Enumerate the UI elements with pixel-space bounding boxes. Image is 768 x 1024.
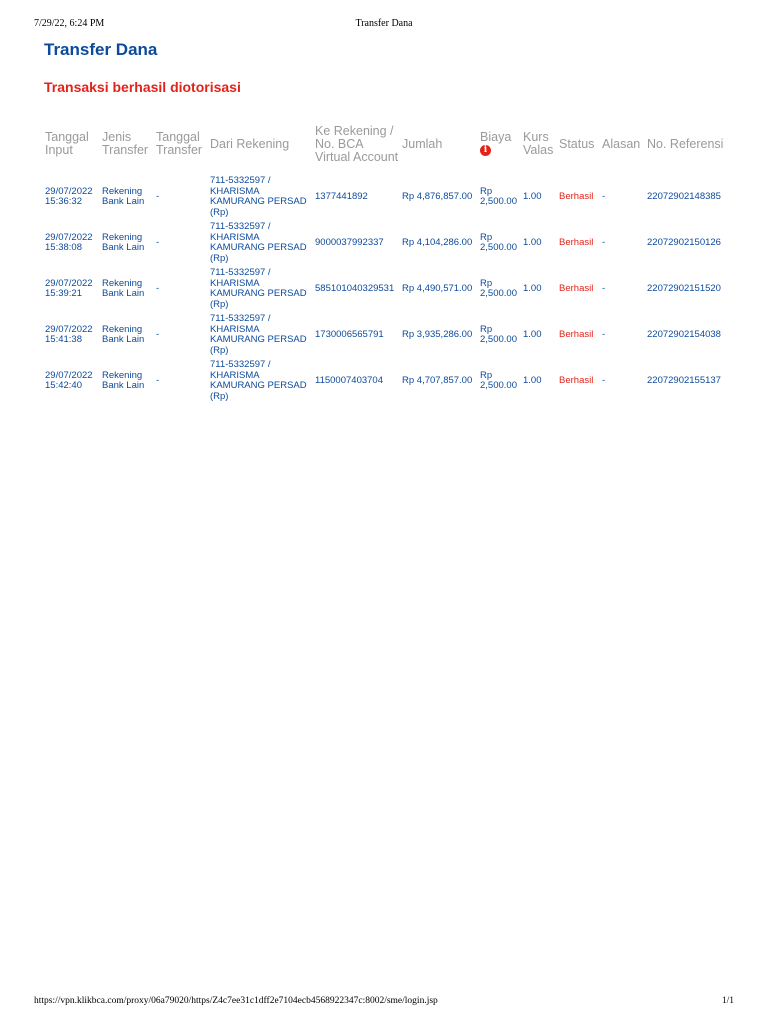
cell-status: Berhasil: [559, 236, 594, 248]
header-alasan: Alasan: [602, 136, 641, 151]
header-biaya: [479, 114, 522, 174]
cell-ke-rekening: 9000037992337: [315, 236, 384, 248]
cell-biaya: Rp 2,500.00: [480, 323, 517, 345]
cell-no-referensi: 22072902151520: [647, 282, 721, 294]
cell-kurs-valas: 1.00: [523, 236, 542, 248]
cell-dari-rekening: 711-5332597 / KHARISMA KAMURANG PERSAD (Rp): [210, 267, 307, 310]
cell-ke-rekening: 1150007403704: [315, 374, 383, 386]
cell-dari-rekening: 711-5332597 / KHARISMA KAMURANG PERSAD (Rp): [210, 175, 307, 218]
header-tanggal-input: Tanggal Input: [45, 130, 89, 157]
cell-status: Berhasil: [559, 190, 594, 202]
cell-jenis-transfer: Rekening Bank Lain: [102, 369, 145, 391]
cell-dari-rekening: 711-5332597 / KHARISMA KAMURANG PERSAD (Rp): [210, 313, 307, 356]
cell-jenis-transfer: Rekening Bank Lain: [102, 277, 145, 299]
cell-biaya: Rp 2,500.00: [480, 369, 517, 391]
cell-status: Berhasil: [559, 374, 594, 386]
table-row: [44, 174, 734, 220]
cell-jenis-transfer: Rekening Bank Lain: [102, 323, 145, 345]
cell-dari-rekening: 711-5332597 / KHARISMA KAMURANG PERSAD (Rp): [210, 359, 307, 402]
cell-alasan: -: [602, 328, 606, 340]
cell-alasan: -: [602, 190, 606, 202]
info-icon[interactable]: i: [480, 145, 491, 156]
cell-tanggal-input: 29/07/2022 15:36:32: [45, 185, 93, 207]
print-url: https://vpn.klikbca.com/proxy/06a79020/https/Z4c7ee31c1dff2e7104ecb4568922347c:8002/sme/login.jsp: [34, 996, 438, 1006]
header-no-referensi: No. Referensi: [647, 136, 724, 151]
header-jenis-transfer: Jenis Transfer: [102, 130, 149, 157]
table-header-row: [44, 114, 734, 174]
header-ke-rekening: Ke Rekening / No. BCA Virtual Account: [315, 123, 399, 164]
header-biaya-label: Biaya: [480, 130, 512, 144]
cell-kurs-valas: 1.00: [523, 328, 542, 340]
page-number: 1/1: [721, 996, 734, 1006]
cell-tanggal-transfer: -: [156, 282, 160, 294]
cell-alasan: -: [602, 374, 606, 386]
cell-jumlah: Rp 4,104,286.00: [402, 236, 473, 248]
cell-tanggal-transfer: -: [156, 374, 160, 386]
header-kurs-valas: Kurs Valas: [523, 130, 554, 157]
cell-jenis-transfer: Rekening Bank Lain: [102, 185, 145, 207]
table-row: [44, 312, 734, 358]
cell-jenis-transfer: Rekening Bank Lain: [102, 231, 145, 253]
cell-jumlah: Rp 3,935,286.00: [402, 328, 473, 340]
cell-alasan: -: [602, 282, 606, 294]
status-message: Transaksi berhasil diotorisasi: [44, 79, 241, 95]
cell-status: Berhasil: [559, 328, 594, 340]
table-row: [44, 358, 734, 404]
cell-ke-rekening: 1377441892: [315, 190, 368, 202]
cell-no-referensi: 22072902148385: [647, 190, 721, 202]
cell-tanggal-input: 29/07/2022 15:39:21: [45, 277, 93, 299]
cell-no-referensi: 22072902155137: [647, 374, 721, 386]
print-doc-title: Transfer Dana: [355, 18, 413, 29]
cell-tanggal-transfer: -: [156, 328, 160, 340]
cell-tanggal-transfer: -: [156, 236, 160, 248]
cell-dari-rekening: 711-5332597 / KHARISMA KAMURANG PERSAD (Rp): [210, 221, 307, 264]
cell-jumlah: Rp 4,490,571.00: [402, 282, 473, 294]
cell-kurs-valas: 1.00: [523, 374, 542, 386]
cell-biaya: Rp 2,500.00: [480, 185, 517, 207]
cell-kurs-valas: 1.00: [523, 282, 542, 294]
page-title: Transfer Dana: [44, 40, 158, 59]
cell-kurs-valas: 1.00: [523, 190, 542, 202]
cell-jumlah: Rp 4,876,857.00: [402, 190, 473, 202]
cell-tanggal-input: 29/07/2022 15:38:08: [45, 231, 93, 253]
cell-tanggal-input: 29/07/2022 15:42:40: [45, 369, 93, 391]
cell-tanggal-transfer: -: [156, 190, 160, 202]
table-row: [44, 266, 734, 312]
print-datetime: 7/29/22, 6:24 PM: [34, 18, 105, 29]
print-footer: [34, 996, 734, 1010]
print-header: [34, 18, 734, 32]
cell-tanggal-input: 29/07/2022 15:41:38: [45, 323, 93, 345]
cell-biaya: Rp 2,500.00: [480, 277, 517, 299]
cell-ke-rekening: 1730006565791: [315, 328, 384, 340]
transaction-table: [44, 114, 734, 404]
cell-no-referensi: 22072902150126: [647, 236, 721, 248]
cell-alasan: -: [602, 236, 606, 248]
cell-status: Berhasil: [559, 282, 594, 294]
table-row: [44, 220, 734, 266]
cell-jumlah: Rp 4,707,857.00: [402, 374, 473, 386]
cell-biaya: Rp 2,500.00: [480, 231, 517, 253]
header-tanggal-transfer: Tanggal Transfer: [156, 130, 203, 157]
header-status: Status: [559, 136, 595, 151]
header-jumlah: Jumlah: [402, 136, 443, 151]
header-dari-rekening: Dari Rekening: [210, 136, 290, 151]
cell-ke-rekening: 585101040329531: [315, 282, 395, 294]
cell-no-referensi: 22072902154038: [647, 328, 721, 340]
